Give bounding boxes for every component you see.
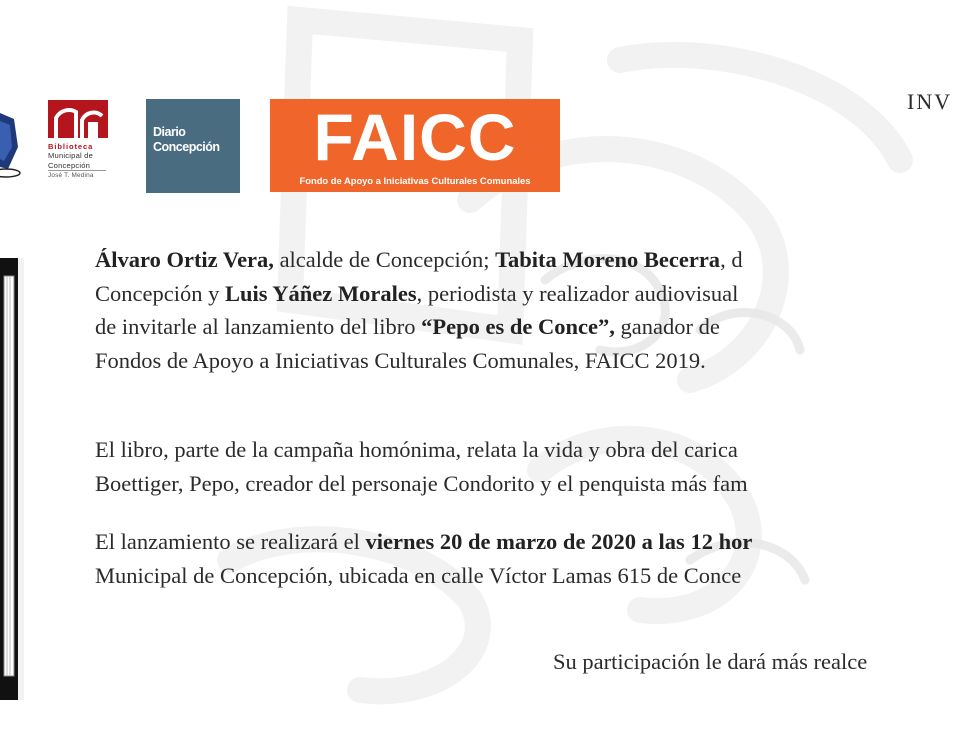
closing-line: Su participación le dará más realce (553, 649, 868, 674)
faicc-subtitle: Fondo de Apoyo a Iniciativas Culturales Comunales (299, 175, 531, 186)
intro-line-4: Fondos de Apoyo a Iniciativas Culturales Comunales, FAICC 2019. (95, 347, 706, 373)
author-name: Luis Yáñez Morales (224, 280, 417, 306)
paragraph-intro (95, 243, 743, 377)
biblioteca-logo (46, 98, 118, 194)
event-datetime: viernes 20 de marzo de 2020 a las 12 hor (365, 529, 753, 554)
page-title: INV (907, 89, 953, 114)
faicc-title: FAICC (313, 100, 517, 174)
launch-line-2: Municipal de Concepción, ubicada en calle Víctor Lamas 615 de Conce (95, 562, 742, 588)
director-name: Tabita Moreno Becerra (495, 247, 721, 272)
intro-line-2: Concepción y Luis Yáñez Morales, periodista y realizador audiovisual (95, 280, 739, 306)
diario-concepcion-logo (146, 99, 240, 193)
book-title: “Pepo es de Conce”, (421, 314, 615, 339)
book-illustration (0, 258, 24, 700)
mayor-name: Álvaro Ortiz Vera, (95, 247, 274, 272)
biblioteca-line2: Municipal de (48, 151, 94, 161)
book-line-2: Boettiger, Pepo, creador del personaje Condorito y el penquista más fam (95, 470, 748, 496)
biblioteca-emblem-icon (46, 98, 118, 140)
book-line-1: El libro, parte de la campaña homónima, relata la vida y obra del carica (95, 437, 738, 462)
diario-line1: Diario (153, 125, 186, 139)
biblioteca-line3: Concepción (48, 160, 91, 170)
faicc-logo (270, 99, 560, 192)
biblioteca-line1: Biblioteca (48, 142, 94, 151)
intro-line-1: Álvaro Ortiz Vera, alcalde de Concepción; Tabita Moreno Becerra, d (95, 247, 743, 272)
biblioteca-line4: José T. Medina (48, 170, 106, 180)
paragraph-book (95, 433, 748, 500)
launch-line-1: El lanzamiento se realizará el viernes 20 de marzo de 2020 a las 12 hor (95, 529, 753, 554)
diario-line2: Concepción (153, 140, 220, 154)
shield-logo (0, 107, 24, 187)
paragraph-launch (95, 525, 752, 592)
intro-line-3: de invitarle al lanzamiento del libro “Pepo es de Conce”, ganador de (95, 314, 720, 339)
